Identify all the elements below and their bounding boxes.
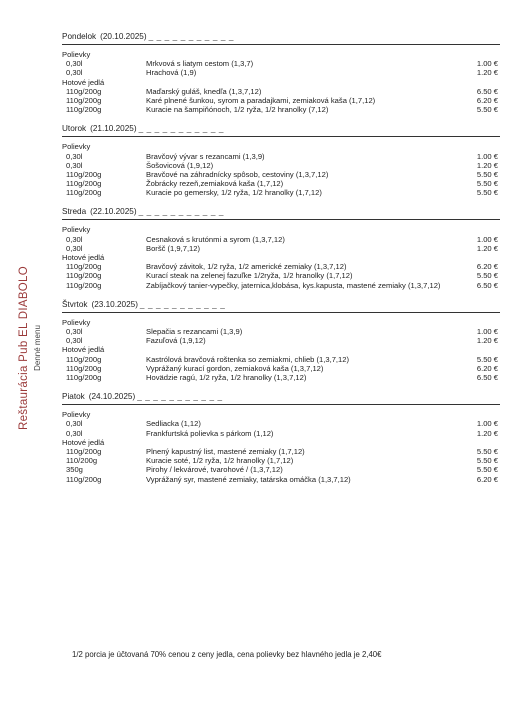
item-name: Karé plnené šunkou, syrom a paradajkami, zemiaková kaša (1,7,12)	[146, 95, 376, 105]
menu-item-row	[62, 188, 500, 197]
item-price: 1.00 €	[476, 419, 498, 429]
menu-item-row	[62, 327, 500, 336]
day-divider	[62, 312, 500, 313]
day-date: (24.10.2025)	[88, 392, 136, 402]
day-divider	[62, 136, 500, 137]
menu-item-row	[62, 105, 500, 114]
item-price: 5.50 €	[476, 354, 498, 364]
item-name: Bravčové na záhradnícky spôsob, cestoviny (1,3,7,12)	[146, 169, 329, 179]
item-portion: 110g/200g	[66, 372, 102, 382]
item-price: 1.00 €	[476, 151, 498, 161]
item-portion: 0,30l	[66, 234, 83, 244]
item-portion: 110g/200g	[66, 188, 102, 198]
item-portion: 110g/200g	[66, 280, 102, 290]
day-date: (20.10.2025)	[100, 32, 147, 41]
day-heading	[62, 391, 500, 404]
item-portion: 0,30l	[66, 336, 83, 346]
item-portion: 110g/200g	[66, 179, 102, 189]
item-price: 1.20 €	[476, 160, 498, 170]
section-title: Hotové jedlá	[62, 437, 105, 447]
item-name: Bravčový vývar s rezancami (1,3,9)	[146, 151, 265, 161]
item-portion: 0,30l	[66, 243, 83, 253]
day-block	[62, 31, 500, 114]
day-block	[62, 299, 500, 382]
item-portion: 110g/200g	[66, 474, 102, 484]
item-name: Kastrólová bravčová roštenka so zemiakmi, chlieb (1,3,7,12)	[146, 354, 350, 364]
day-heading	[62, 31, 500, 44]
day-name: Pondelok	[62, 32, 97, 41]
day-heading	[62, 299, 500, 312]
day-block	[62, 391, 500, 484]
item-portion: 110g/200g	[66, 86, 102, 96]
item-name: Kuracie na šampiňónoch, 1/2 ryža, 1/2 hranolky (7,12)	[146, 105, 329, 115]
day-divider	[62, 404, 500, 405]
item-portion: 110g/200g	[66, 354, 102, 364]
item-price: 5.50 €	[476, 465, 498, 475]
section-title: Polievky	[62, 225, 91, 235]
heading-underline-dashes: _ _ _ _ _ _ _ _ _ _ _	[137, 392, 223, 402]
menu-item-row	[62, 373, 500, 382]
menu-item-row	[62, 447, 500, 456]
item-portion: 110/200g	[66, 456, 98, 466]
section-title: Hotové jedlá	[62, 345, 105, 355]
item-portion: 110g/200g	[66, 271, 102, 281]
menu-item-row	[62, 68, 500, 77]
day-name: Piatok	[62, 392, 85, 402]
item-price: 6.20 €	[476, 262, 498, 272]
item-portion: 0,30l	[66, 68, 83, 78]
menu-item-row	[62, 419, 500, 428]
heading-underline-dashes: _ _ _ _ _ _ _ _ _ _ _	[139, 299, 226, 309]
item-price: 5.50 €	[476, 105, 498, 115]
day-heading	[62, 206, 500, 219]
item-price: 1.20 €	[476, 68, 498, 78]
menu-item-row	[62, 465, 500, 474]
menu-item-row	[62, 161, 500, 170]
restaurant-name: Reštaurácia Pub EL DIABOLO	[18, 266, 30, 430]
item-portion: 110g/200g	[66, 169, 102, 179]
item-price: 5.50 €	[476, 446, 498, 456]
item-price: 1.20 €	[476, 336, 498, 346]
item-name: Vyprážaný syr, mastené zemiaky, tatárska omáčka (1,3,7,12)	[146, 474, 351, 484]
item-name: Plnený kapustný list, mastené zemiaky (1,7,12)	[146, 446, 305, 456]
day-name: Utorok	[62, 124, 87, 134]
item-portion: 0,30l	[66, 151, 83, 161]
menu-item-row	[62, 244, 500, 253]
item-price: 6.50 €	[476, 86, 498, 96]
section-title: Polievky	[62, 317, 91, 327]
item-price: 5.50 €	[476, 271, 498, 281]
menu-item-row	[62, 271, 500, 280]
item-price: 1.00 €	[476, 327, 498, 337]
item-name: Fazuľová (1,9,12)	[146, 336, 206, 346]
item-portion: 0,30l	[66, 160, 83, 170]
item-portion: 110g/200g	[66, 105, 102, 115]
day-date: (22.10.2025)	[90, 207, 137, 217]
item-portion: 110g/200g	[66, 446, 102, 456]
item-price: 6.20 €	[476, 474, 498, 484]
menu-item-row	[62, 364, 500, 373]
item-price: 1.20 €	[476, 243, 498, 253]
day-block	[62, 123, 500, 197]
item-name: Sedliacka (1,12)	[146, 419, 201, 429]
heading-underline-dashes: _ _ _ _ _ _ _ _ _ _ _	[138, 124, 224, 134]
day-heading	[62, 123, 500, 136]
item-portion: 0,30l	[66, 428, 83, 438]
menu-item-row	[62, 336, 500, 345]
item-name: Žobrácky rezeň,zemiaková kaša (1,7,12)	[146, 179, 284, 189]
heading-underline-dashes: _ _ _ _ _ _ _ _ _ _ _	[148, 32, 235, 41]
item-price: 6.50 €	[476, 372, 498, 382]
day-name: Streda	[62, 207, 87, 217]
item-portion: 110g/200g	[66, 95, 102, 105]
item-name: Kuracie po gemersky, 1/2 ryža, 1/2 hranolky (1,7,12)	[146, 188, 322, 198]
section-title: Hotové jedlá	[62, 253, 105, 263]
item-name: Hrachová (1,9)	[146, 68, 197, 78]
item-price: 5.50 €	[476, 169, 498, 179]
menu-subtitle: Denné menu	[33, 325, 42, 371]
item-price: 1.00 €	[476, 234, 498, 244]
day-block	[62, 206, 500, 289]
menu-item-row	[62, 87, 500, 96]
item-name: Hovädzie ragú, 1/2 ryža, 1/2 hranolky (1,3,7,12)	[146, 372, 307, 382]
item-name: Vyprážaný kurací gordon, zemiaková kaša (1,3,7,12)	[146, 363, 324, 373]
menu-item-row	[62, 59, 500, 68]
item-name: Maďarský guláš, knedľa (1,3,7,12)	[146, 86, 262, 96]
item-portion: 110g/200g	[66, 262, 102, 272]
menu-item-row	[62, 96, 500, 105]
section-title: Polievky	[62, 50, 91, 59]
item-price: 1.00 €	[476, 59, 498, 69]
item-portion: 110g/200g	[66, 363, 102, 373]
day-name: Štvrtok	[62, 299, 88, 309]
daily-menu	[62, 31, 500, 493]
item-name: Pirohy / lekvárové, tvarohové / (1,3,7,12)	[146, 465, 283, 475]
menu-item-row	[62, 262, 500, 271]
item-price: 5.50 €	[476, 179, 498, 189]
item-portion: 0,30l	[66, 59, 83, 69]
item-portion: 350g	[66, 465, 83, 475]
item-name: Boršč (1,9,7,12)	[146, 243, 201, 253]
item-price: 5.50 €	[476, 456, 498, 466]
menu-item-row	[62, 429, 500, 438]
menu-item-row	[62, 281, 500, 290]
item-name: Kuracie soté, 1/2 ryža, 1/2 hranolky (1,7,12)	[146, 456, 294, 466]
item-price: 6.20 €	[476, 95, 498, 105]
item-price: 5.50 €	[476, 188, 498, 198]
menu-item-row	[62, 475, 500, 484]
item-price: 6.20 €	[476, 363, 498, 373]
item-name: Slepačia s rezancami (1,3,9)	[146, 327, 243, 337]
item-portion: 0,30l	[66, 327, 83, 337]
item-name: Šošovicová (1,9,12)	[146, 160, 214, 170]
menu-item-row	[62, 152, 500, 161]
item-price: 6.50 €	[476, 280, 498, 290]
footer-note: 1/2 porcia je účtovaná 70% cenou z ceny jedla, cena polievky bez hlavného jedla je 2,40€	[72, 650, 382, 659]
item-portion: 0,30l	[66, 419, 83, 429]
day-divider	[62, 44, 500, 45]
menu-item-row	[62, 170, 500, 179]
item-name: Zabíjačkový tanier-vypečky, jaternica,klobása, kys.kapusta, mastené zemiaky (1,3,7,12)	[146, 280, 441, 290]
item-name: Frankfurtská polievka s párkom (1,12)	[146, 428, 274, 438]
menu-item-row	[62, 235, 500, 244]
item-name: Kurací steak na zelenej fazuľke 1/2ryža, 1/2 hranolky (1,7,12)	[146, 271, 353, 281]
menu-item-row	[62, 179, 500, 188]
item-price: 1.20 €	[476, 428, 498, 438]
item-name: Cesnaková s krutónmi a syrom (1,3,7,12)	[146, 234, 285, 244]
item-name: Bravčový závitok, 1/2 ryža, 1/2 americké zemiaky (1,3,7,12)	[146, 262, 347, 272]
menu-item-row	[62, 355, 500, 364]
day-date: (21.10.2025)	[90, 124, 137, 134]
section-title: Hotové jedlá	[62, 77, 105, 87]
day-date: (23.10.2025)	[91, 299, 138, 309]
day-divider	[62, 219, 500, 220]
item-name: Mrkvová s liatym cestom (1,3,7)	[146, 59, 254, 69]
section-title: Polievky	[62, 410, 91, 420]
menu-item-row	[62, 456, 500, 465]
section-title: Polievky	[62, 142, 91, 152]
heading-underline-dashes: _ _ _ _ _ _ _ _ _ _ _	[138, 207, 224, 217]
